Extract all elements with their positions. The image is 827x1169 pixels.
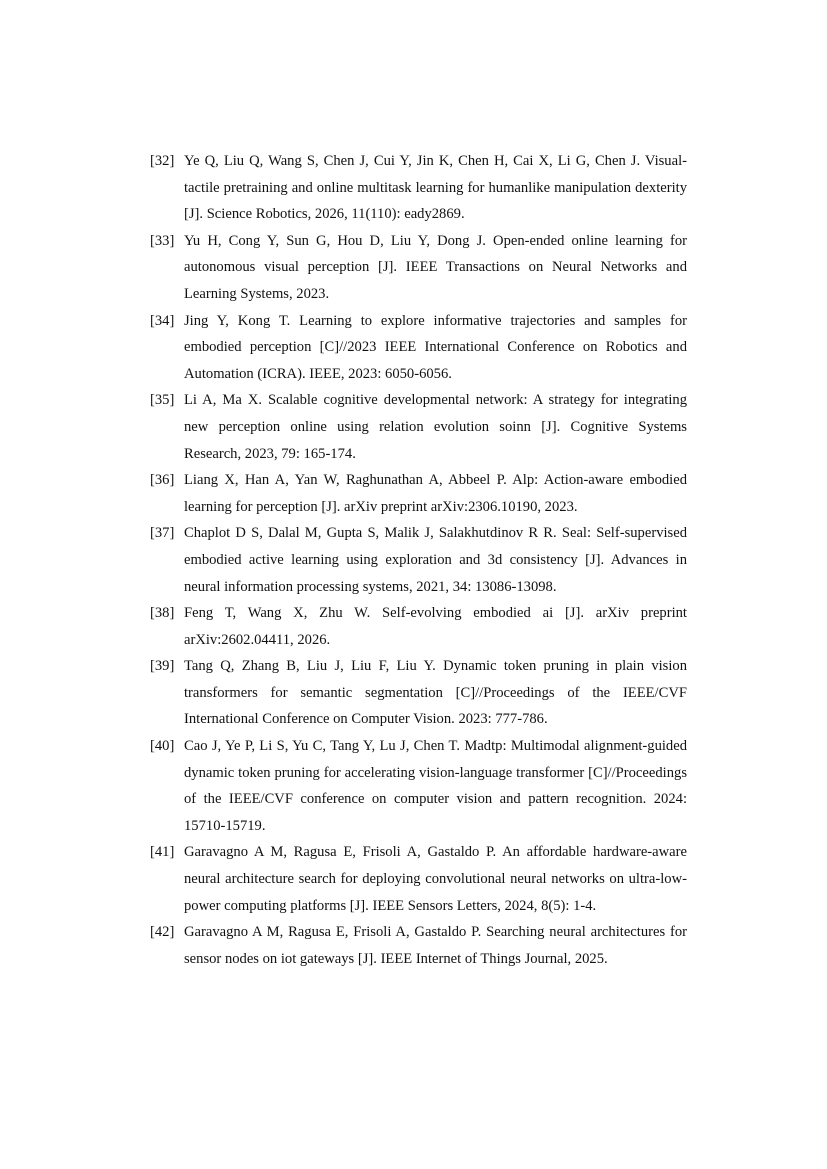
reference-number: [40]: [150, 738, 175, 755]
reference-item: [150, 387, 687, 467]
reference-number: [42]: [150, 924, 175, 941]
reference-item: [150, 839, 687, 919]
reference-item: [150, 653, 687, 733]
reference-number: [32]: [150, 153, 175, 169]
reference-number: [41]: [150, 844, 175, 861]
reference-item: [150, 308, 687, 388]
reference-item: [150, 228, 687, 308]
reference-item: [150, 467, 687, 520]
reference-item: [150, 919, 687, 972]
reference-text: Garavagno A M, Ragusa E, Frisoli A, Gastaldo P. An affordable hardware-aware neural architecture search for deploying convolutional neural networks on ultra-low-power computing platforms [J]. IEEE Sensors Letters, 2024, 8(5): 1-4.: [184, 844, 687, 914]
reference-text: Ye Q, Liu Q, Wang S, Chen J, Cui Y, Jin K, Chen H, Cai X, Li G, Chen J. Visual-tactile pretraining and online multitask learning for humanlike manipulation dexterity [J]. Science Robotics, 2026, 11(110): eady2869.: [184, 153, 687, 223]
reference-list: [150, 148, 687, 972]
reference-number: [38]: [150, 605, 175, 622]
reference-number: [37]: [150, 525, 175, 542]
reference-text: Feng T, Wang X, Zhu W. Self-evolving embodied ai [J]. arXiv preprint arXiv:2602.04411, 2026.: [184, 605, 687, 648]
reference-text: Cao J, Ye P, Li S, Yu C, Tang Y, Lu J, Chen T. Madtp: Multimodal alignment-guided dynamic token pruning for accelerating vision-language transformer [C]//Proceedings of the IEEE/CVF conference on computer vision and pattern recognition. 2024: 15710-15719.: [184, 738, 687, 834]
reference-number: [34]: [150, 312, 175, 329]
reference-number: [35]: [150, 392, 175, 409]
reference-number: [36]: [150, 472, 175, 489]
reference-text: Yu H, Cong Y, Sun G, Hou D, Liu Y, Dong J. Open-ended online learning for autonomous visual perception [J]. IEEE Transactions on Neural Networks and Learning Systems, 2023.: [184, 232, 687, 302]
reference-number: [39]: [150, 658, 175, 675]
reference-text: Li A, Ma X. Scalable cognitive developmental network: A strategy for integrating new perception online using relation evolution soinn [J]. Cognitive Systems Research, 2023, 79: 165-174.: [184, 392, 687, 462]
reference-text: Tang Q, Zhang B, Liu J, Liu F, Liu Y. Dynamic token pruning in plain vision transformers for semantic segmentation [C]//Proceedings of the IEEE/CVF International Conference on Computer Vision. 2023: 777-786.: [184, 658, 687, 728]
reference-item: [150, 733, 687, 839]
reference-text: Jing Y, Kong T. Learning to explore informative trajectories and samples for embodied perception [C]//2023 IEEE International Conference on Robotics and Automation (ICRA). IEEE, 2023: 6050-6056.: [184, 312, 687, 382]
reference-item: [150, 600, 687, 653]
reference-number: [33]: [150, 232, 175, 249]
reference-text: Chaplot D S, Dalal M, Gupta S, Malik J, Salakhutdinov R R. Seal: Self-supervised embodied active learning using exploration and 3d consistency [J]. Advances in neural information processing systems, 2021, 34: 13086-13098.: [184, 525, 687, 595]
reference-text: Liang X, Han A, Yan W, Raghunathan A, Abbeel P. Alp: Action-aware embodied learning for perception [J]. arXiv preprint arXiv:2306.10190, 2023.: [184, 472, 687, 515]
reference-item: [150, 520, 687, 600]
reference-item: [150, 148, 687, 228]
reference-text: Garavagno A M, Ragusa E, Frisoli A, Gastaldo P. Searching neural architectures for sensor nodes on iot gateways [J]. IEEE Internet of Things Journal, 2025.: [184, 924, 687, 967]
